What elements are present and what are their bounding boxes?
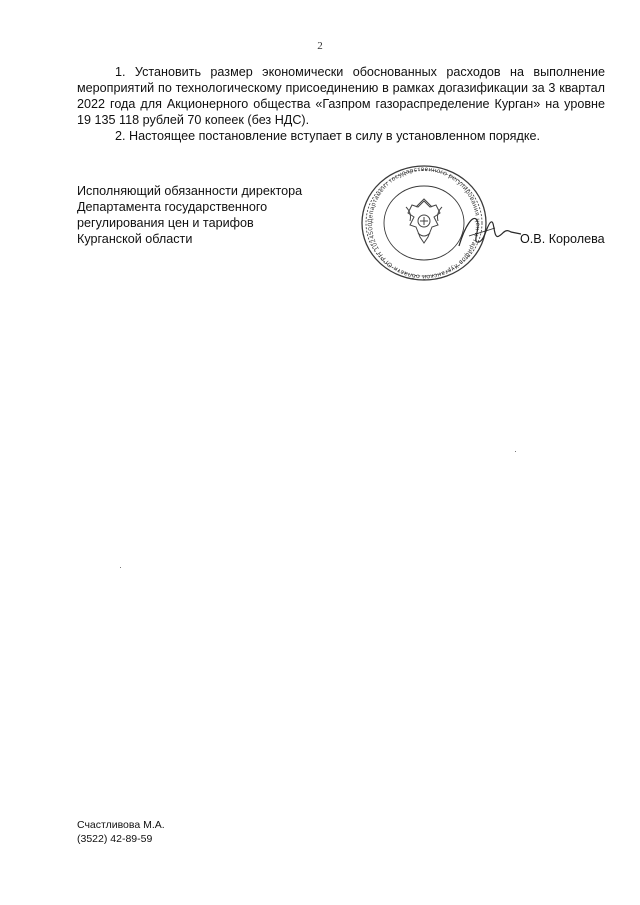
paragraph-1: 1. Установить размер экономически обоснованных расходов на выполнение мероприятий по технологическому присоединению в рамках догазификации за 3 квартал 2022 года для Акционерного общества «Газпром газораспределение Курган» на уровне 19 135 118 рублей 70 копеек (без НДС). <box>77 65 605 127</box>
stamp-text: Департамент государственного регулирования цен и тарифов Курганской области ОГРН 1024500 <box>366 165 482 280</box>
body-text <box>77 64 605 144</box>
page-number: 2 <box>317 40 323 52</box>
emblem-icon <box>406 199 442 243</box>
signatory-title-line: Департамента государственного <box>77 200 268 214</box>
signatory-title-line: Исполняющий обязанности директора <box>77 184 303 198</box>
executor-info <box>77 818 165 846</box>
scan-speck <box>120 567 121 568</box>
signatory-title <box>77 183 327 247</box>
executor-phone: (3522) 42-89-59 <box>77 833 153 845</box>
signatory-title-line: Курганской области <box>77 232 193 246</box>
paragraph-2: 2. Настоящее постановление вступает в силу в установленном порядке. <box>115 129 540 143</box>
signer-name: О.В. Королева <box>520 232 605 246</box>
handwritten-signature <box>455 206 525 256</box>
signatory-title-line: регулирования цен и тарифов <box>77 216 254 230</box>
scan-speck <box>515 451 516 452</box>
executor-name: Счастливова М.А. <box>77 819 165 831</box>
